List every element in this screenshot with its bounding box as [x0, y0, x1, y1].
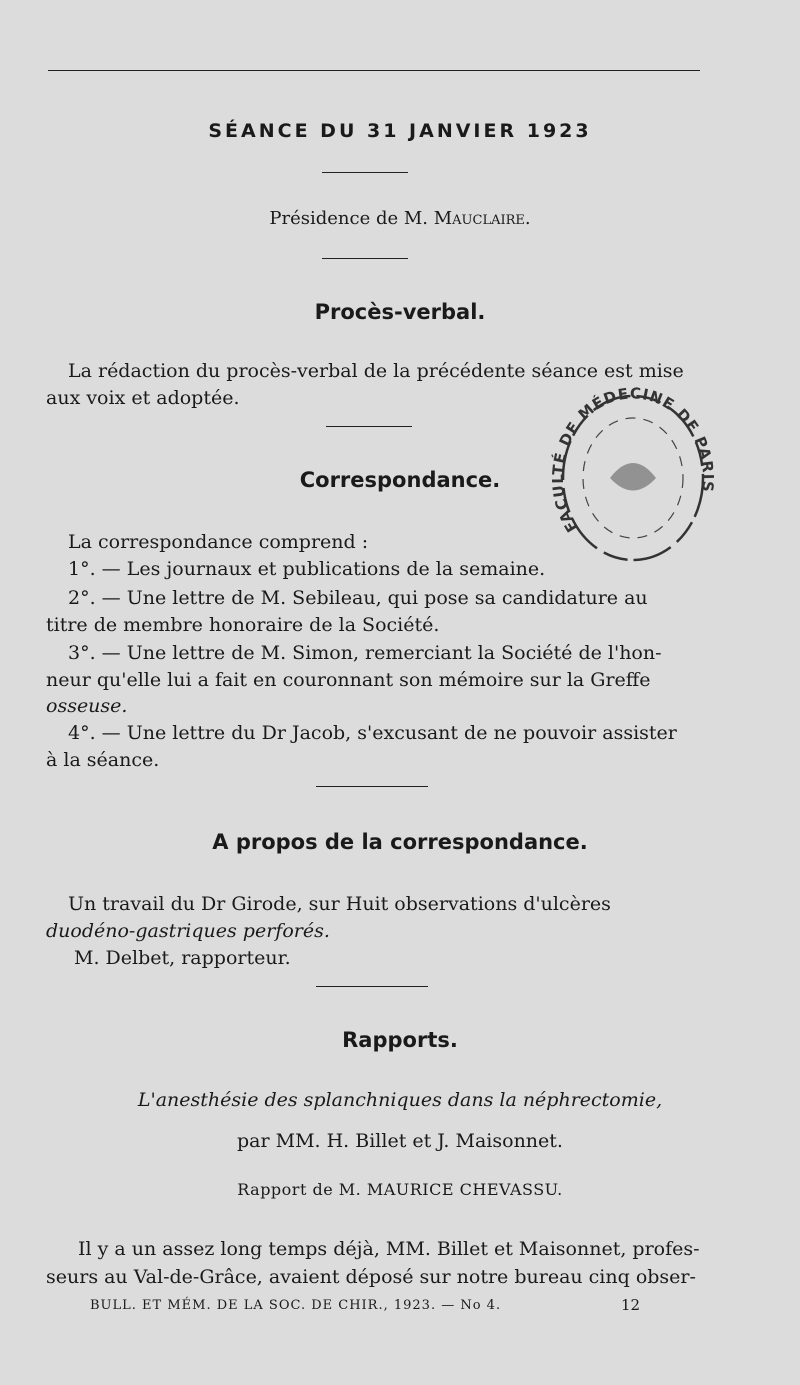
divider: [322, 172, 408, 173]
a-propos-heading: A propos de la correspondance.: [212, 830, 588, 854]
correspondance-heading: Correspondance.: [299, 468, 501, 492]
divider: [322, 258, 408, 259]
president-name: Mauclaire: [433, 208, 525, 229]
a-propos-line1: Un travail du Dr Girode, sur Huit observations d'ulcères: [68, 893, 611, 915]
divider: [316, 786, 428, 787]
rapport-para-line2: seurs au Val-de-Grâce, avaient déposé sur notre bureau cinq obser-: [46, 1266, 696, 1288]
correspondance-item-2: 2°. — Une lettre de M. Sebileau, qui pose sa candidature au: [68, 587, 648, 609]
correspondance-item-3-cont2: osseuse.: [46, 695, 128, 717]
session-title: SÉANCE DU 31 JANVIER 1923: [208, 120, 592, 142]
presidence-prefix: Présidence de M.: [269, 208, 434, 229]
rapport-rapporteur: Rapport de M. MAURICE CHEVASSU.: [237, 1180, 563, 1199]
footer-bulletin: BULL. ET MÉM. DE LA SOC. DE CHIR., 1923. — No 4.: [90, 1298, 502, 1313]
top-rule: [48, 70, 700, 71]
rapport-title: L'anesthésie des splanchniques dans la néphrectomie,: [137, 1089, 663, 1111]
footer-page-number: 12: [621, 1296, 641, 1314]
stamp-text: FACULTÉ DE MÉDECINE DE PARIS: [548, 384, 718, 536]
library-stamp: [548, 378, 718, 578]
correspondance-item-2-cont: titre de membre honoraire de la Société.: [46, 614, 440, 636]
correspondance-item-3: 3°. — Une lettre de M. Simon, remerciant la Société de l'hon-: [68, 642, 662, 664]
divider: [326, 426, 412, 427]
correspondance-intro: La correspondance comprend :: [68, 531, 369, 553]
rapports-heading: Rapports.: [342, 1028, 458, 1052]
rapport-authors: par MM. H. Billet et J. Maisonnet.: [237, 1130, 563, 1152]
presidence-line: [0, 208, 800, 229]
correspondance-item-4: 4°. — Une lettre du Dr Jacob, s'excusant de ne pouvoir assister: [68, 722, 677, 744]
a-propos-line3: M. Delbet, rapporteur.: [74, 947, 291, 969]
correspondance-item-4-cont: à la séance.: [46, 749, 160, 771]
proces-verbal-line1: La rédaction du procès-verbal de la précédente séance est mise: [68, 360, 684, 382]
rapport-para-line1: Il y a un assez long temps déjà, MM. Billet et Maisonnet, profes-: [78, 1238, 700, 1260]
proces-verbal-line2: aux voix et adoptée.: [46, 387, 240, 409]
proces-verbal-heading: Procès-verbal.: [314, 300, 486, 324]
a-propos-line2: duodéno-gastriques perforés.: [46, 920, 330, 942]
correspondance-item-1: 1°. — Les journaux et publications de la semaine.: [68, 558, 546, 580]
svg-text:FACULTÉ DE MÉDECINE DE PARIS: [549, 384, 717, 535]
correspondance-item-3-cont: neur qu'elle lui a fait en couronnant son mémoire sur la Greffe: [46, 669, 651, 691]
divider: [316, 986, 428, 987]
presidence-suffix: .: [524, 208, 531, 229]
